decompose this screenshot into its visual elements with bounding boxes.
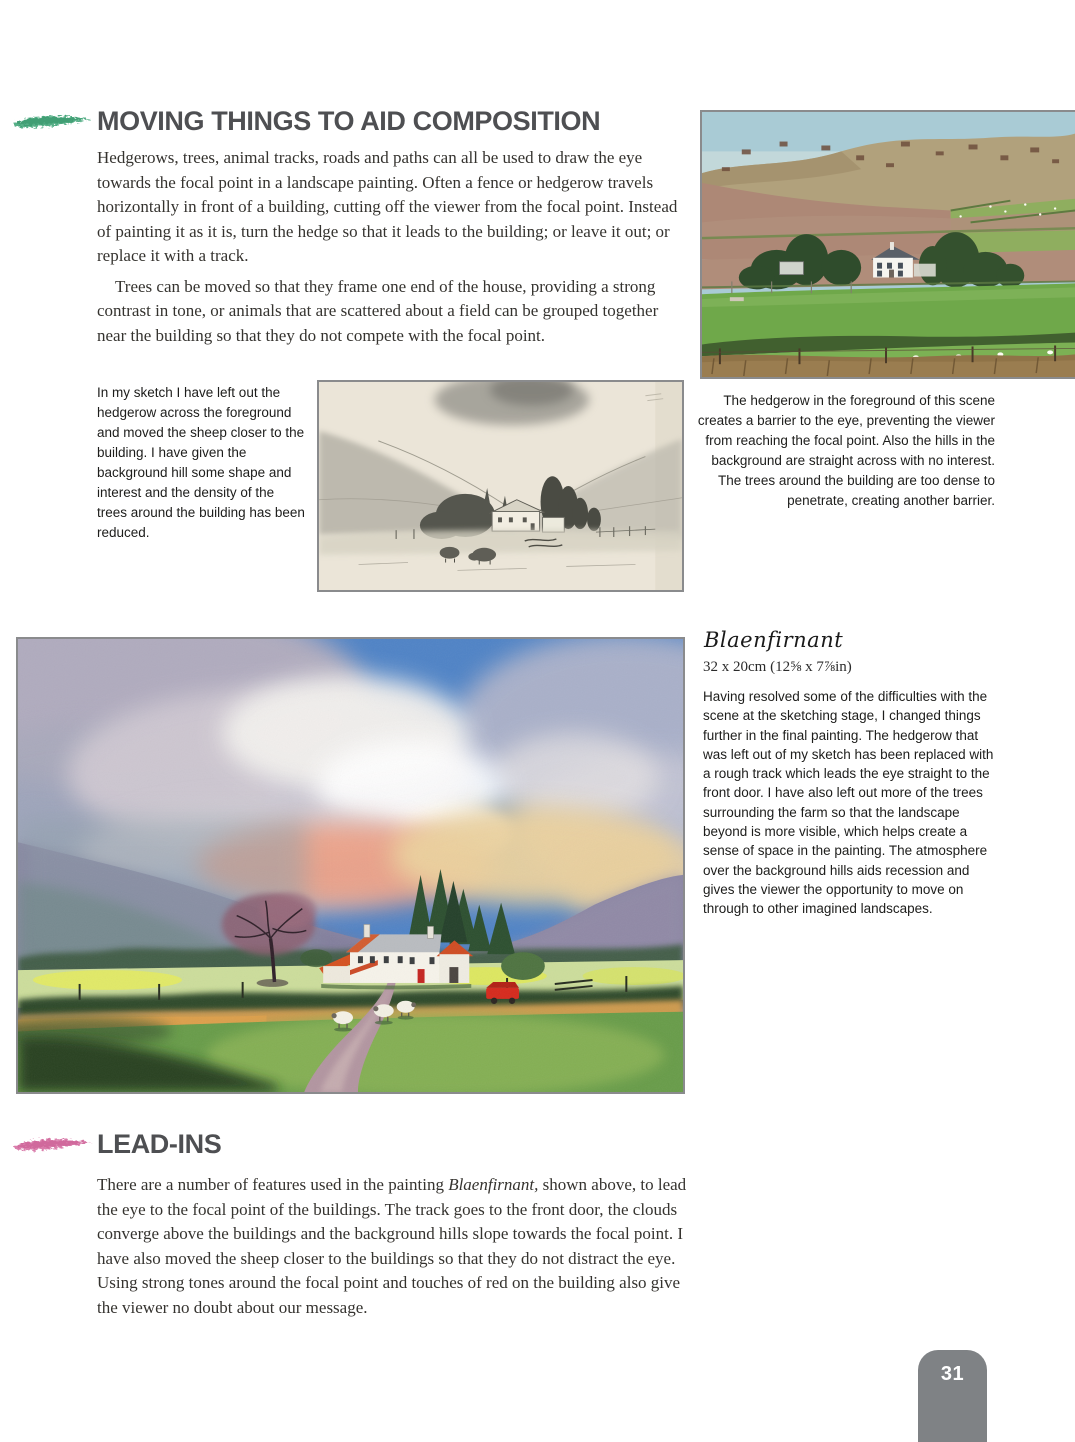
- lead-ins-body-text: [97, 1173, 695, 1320]
- body-paragraph: Hedgerows, trees, animal tracks, roads and paths can all be used to draw the eye towards the focal point in a landscape painting. Often a fence or hedgerow travels horizontally in front of a building, cutting off the viewer from the focal point. Instead of painting it as it is, turn the hedge so that it leads to the building; or leave it out; or replace it with a track.: [97, 148, 678, 265]
- lead-ins-text-after: shown above, to lead the eye to the focal point of the buildings. The track goes to the front door, the clouds converge above the buildings and the background hills slope towards the focal point. I have also moved the sheep closer to the buildings so that they do not distract the eye. Using strong tones around the focal point and touches of red on the building also give the viewer no doubt about our message.: [97, 1175, 687, 1317]
- page-number: 31: [940, 1363, 965, 1385]
- green-brushstroke-icon: [11, 110, 95, 134]
- section-heading-moving: MOVING THINGS TO AID COMPOSITION: [97, 106, 601, 136]
- moving-body-text: [97, 146, 687, 348]
- section-heading-lead-ins: LEAD-INS: [97, 1129, 222, 1159]
- painting-caption: Having resolved some of the difficulties with the scene at the sketching stage, I changed things further in the final painting. The hedgerow that was left out of my sketch has been replaced with a rough track which leads the eye straight to the front door. I have also left out more of the trees surrounding the farm so that the landscape beyond is more visible, which helps create a sense of space in the painting. The atmosphere over the background hills aids recession and gives the viewer the opportunity to move on through to other imagined landscapes.: [703, 689, 994, 917]
- pink-brushstroke-icon: [11, 1133, 95, 1157]
- painting-title-inline: Blaenfirnant,: [448, 1175, 539, 1194]
- painting-title: Blaenfirnant: [704, 628, 844, 652]
- painting-dimensions: 32 x 20cm (12⅝ x 7⅞in): [703, 659, 852, 675]
- body-paragraph: Trees can be moved so that they frame one end of the house, providing a strong contrast in tone, or animals that are scattered about a field can be grouped together near the building so that they do not compete with the focal point.: [97, 276, 659, 345]
- photo-caption: The hedgerow in the foreground of this scene creates a barrier to the eye, preventing the viewer from reaching the focal point. Also the hills in the background are straight across with no interest. The trees around the building are too dense to penetrate, creating another barrier.: [697, 393, 995, 508]
- page-number-tab: [918, 1350, 987, 1442]
- lead-ins-text-before: There are a number of features used in the painting: [97, 1175, 449, 1194]
- painting-blaenfirnant: [16, 637, 685, 1094]
- farm-sketch: [317, 380, 684, 592]
- body-paragraph: [97, 1173, 695, 1320]
- sketch-caption: In my sketch I have left out the hedgerow across the foreground and moved the sheep closer to the building. I have given the background hill some shape and interest and the density of the trees around the building has been reduced.: [97, 385, 305, 540]
- farm-photo: [700, 110, 1075, 379]
